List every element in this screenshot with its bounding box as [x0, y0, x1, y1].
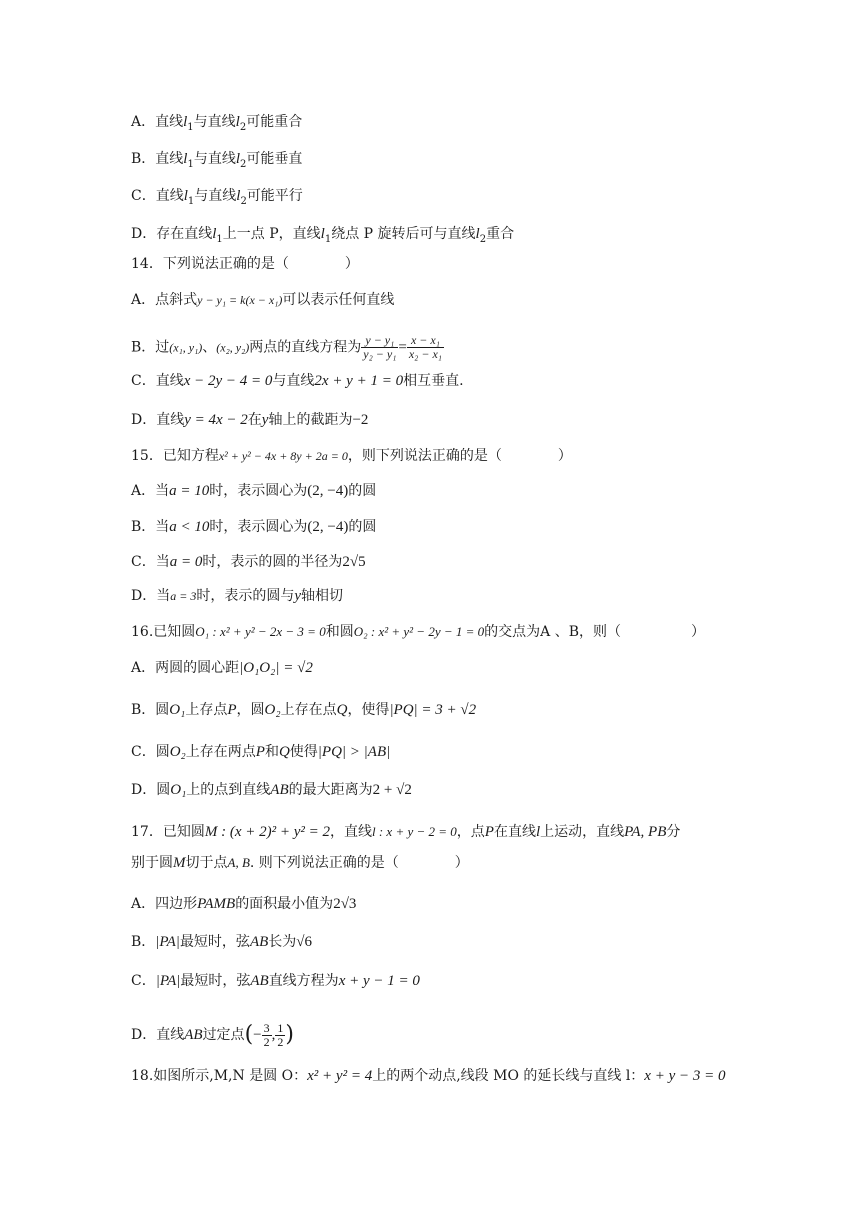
math: A, B [227, 855, 250, 870]
math: x + y − 3 = 0 [644, 1068, 726, 1084]
text: . 则下列说法正确的是（ ） [249, 855, 469, 871]
text: 两点的直线方程为 [249, 339, 362, 356]
text: 与直线 [193, 114, 236, 130]
text: 的圆 [348, 519, 377, 535]
math: PAMB [197, 896, 236, 912]
math: |PA| [155, 934, 180, 950]
text: 在 [247, 412, 262, 428]
text: 时，表示圆心为 [209, 519, 308, 535]
text: 与直线 [193, 151, 236, 167]
text: 上一点 P，直线 [222, 226, 321, 242]
text: B．直线 [131, 151, 184, 167]
math: l [320, 226, 325, 242]
math: l [235, 151, 241, 167]
math: y [261, 412, 269, 428]
text: 和 [264, 744, 279, 760]
text: 时，表示的圆的半径为 [202, 554, 343, 570]
math: O₂ [169, 744, 186, 760]
option-a-q15 [131, 481, 376, 501]
math: 2x + y + 1 = 0 [314, 373, 404, 389]
text: ，则下列说法正确的是（ ） [347, 448, 572, 464]
option-c-q13 [131, 186, 303, 212]
numerator: 3 [263, 1020, 270, 1035]
text: 上的点到直线 [186, 782, 271, 798]
option-c-q14 [131, 371, 464, 391]
text: 最短时，弦 [180, 973, 251, 989]
math: y − y₁ = k(x − x₁) [197, 293, 283, 307]
math: (x₁, y₁) [169, 340, 203, 355]
math: −2 [352, 412, 369, 428]
text: A．当 [131, 483, 170, 499]
text: 在直线 [493, 824, 536, 840]
text: 最短时，弦 [179, 934, 250, 950]
math: (2, −4) [307, 483, 349, 499]
math: , [271, 1027, 276, 1043]
text: 与直线 [272, 373, 315, 389]
text: D．直线 [131, 1027, 185, 1043]
text: A．两圆的圆心距 [131, 660, 240, 676]
math: AB [270, 782, 289, 798]
option-a-q14 [131, 290, 394, 310]
fraction [361, 334, 398, 361]
text: D．存在直线 [131, 226, 213, 242]
text: B．当 [131, 519, 170, 535]
text: 直线方程为 [268, 973, 339, 989]
option-c-q17 [131, 971, 420, 991]
math: x² + y² − 4x + 8y + 2a = 0 [218, 449, 348, 463]
text: 重合 [486, 226, 515, 242]
text: C．当 [131, 554, 170, 570]
subscript: 1 [324, 233, 332, 245]
math: l [475, 226, 480, 242]
paren-left: ( [244, 1022, 254, 1047]
text: 别于圆 [131, 855, 173, 871]
math: l [236, 188, 241, 204]
option-a-q13 [131, 112, 302, 138]
fraction [275, 1022, 285, 1049]
text: B．过 [131, 339, 170, 356]
math: = [398, 339, 407, 356]
math: AB [249, 934, 269, 950]
text: 可能重合 [246, 114, 303, 130]
math: O₁ : x² + y² − 2x − 3 = 0 [195, 624, 326, 639]
text: A．四边形 [131, 896, 198, 912]
text: 与直线 [194, 188, 237, 204]
question-17-stem-line2 [131, 853, 469, 873]
option-b-q17 [131, 932, 312, 952]
text: C．直线 [131, 188, 184, 204]
denominator: y₂ − y₁ [363, 347, 397, 361]
math: P [255, 744, 265, 760]
subscript: 2 [239, 121, 247, 133]
math: Q [278, 744, 290, 760]
option-d-q13 [131, 224, 514, 250]
text: C．直线 [131, 373, 184, 389]
math: l : x + y − 2 = 0 [371, 824, 457, 839]
math: (2, −4) [307, 519, 349, 535]
option-d-q14 [131, 410, 368, 430]
math: x − 2y − 4 = 0 [183, 373, 273, 389]
text: 14．下列说法正确的是（ ） [131, 256, 359, 272]
text: B．圆 [131, 702, 170, 718]
text: D．当 [131, 588, 171, 604]
math: y [294, 588, 302, 604]
text: A．点斜式 [131, 292, 198, 308]
text: ，直线 [329, 824, 372, 840]
option-b-q14 [131, 334, 444, 361]
math: √6 [296, 934, 312, 950]
text: 15．已知方程 [131, 448, 219, 464]
text: 可以表示任何直线 [282, 292, 395, 308]
subscript: 1 [187, 121, 194, 133]
text: 过定点 [202, 1027, 245, 1043]
numerator: y − y₁ [361, 334, 398, 348]
text: 的圆 [348, 483, 377, 499]
question-18-stem [131, 1066, 725, 1086]
text: 18.如图所示,M,N 是圆 O： [131, 1068, 308, 1084]
text: 轴相切 [301, 588, 344, 604]
text: D．直线 [131, 412, 185, 428]
text: ，使得 [347, 702, 390, 718]
text: 使得 [289, 744, 318, 760]
text: 时，表示的圆与 [196, 588, 295, 604]
option-c-q16 [131, 742, 390, 762]
subscript: 2 [479, 233, 487, 245]
math: P [227, 702, 237, 718]
text: 可能垂直 [246, 151, 303, 167]
text: 上运动，直线 [540, 824, 625, 840]
text: 绕点 P 旋转后可与直线 [331, 226, 476, 242]
text: 16.已知圆 [131, 624, 196, 640]
paren-right: ) [285, 1022, 294, 1047]
text: 上存在点 [280, 702, 337, 718]
math: l [183, 151, 188, 167]
denominator: x₂ − x₁ [408, 347, 442, 361]
text: 切于点 [185, 855, 228, 871]
option-d-q17 [131, 1018, 294, 1052]
text: 的面积最小值为 [235, 896, 334, 912]
math: a < 10 [169, 519, 210, 535]
option-d-q16 [131, 780, 412, 800]
math: |O₁O₂| = √2 [239, 660, 313, 676]
math: 2√5 [342, 554, 366, 570]
subscript: 1 [187, 195, 195, 207]
denominator: 2 [277, 1034, 284, 1049]
math: l [212, 226, 217, 242]
text: ，点 [456, 824, 485, 840]
question-17-stem [131, 822, 680, 842]
math: PA, PB [624, 824, 667, 840]
text: 的最大距离为 [288, 782, 373, 798]
math: x + y − 1 = 0 [338, 973, 420, 989]
math: l [535, 824, 541, 840]
math: 2 + √2 [372, 782, 412, 798]
text: 长为 [268, 934, 297, 950]
question-15-stem [131, 446, 572, 466]
text: 的交点为A 、B，则（ ） [484, 624, 705, 640]
math: x² + y² = 4 [307, 1068, 373, 1084]
math: |PQ| > |AB| [317, 744, 391, 760]
math: O₁ [170, 782, 187, 798]
text: C．圆 [131, 744, 170, 760]
denominator: 2 [263, 1034, 270, 1049]
text: A．直线 [131, 114, 184, 130]
text: B． [131, 934, 156, 950]
math: (x₂, y₂) [216, 340, 250, 355]
option-b-q16 [131, 700, 476, 720]
subscript: 1 [187, 158, 194, 170]
text: 17．已知圆 [131, 824, 205, 840]
option-d-q15 [131, 586, 343, 606]
math: M : (x + 2)² + y² = 2 [204, 824, 330, 840]
text: 相互垂直. [403, 373, 464, 389]
math: Q [336, 702, 348, 718]
subscript: 2 [240, 195, 247, 207]
option-a-q16 [131, 658, 313, 678]
math: O₂ [264, 702, 281, 718]
text: 轴上的截距为 [268, 412, 353, 428]
math: a = 3 [170, 589, 197, 603]
question-16-stem [131, 622, 705, 642]
text: 和圆 [325, 624, 354, 640]
text: 上的两个动点,线段 MO 的延长线与直线 l： [372, 1068, 645, 1084]
numerator: x − x₁ [407, 334, 444, 348]
math: l [235, 114, 240, 130]
math: O₁ [169, 702, 186, 718]
option-a-q17 [131, 894, 356, 914]
math: 2√3 [333, 896, 357, 912]
fraction [262, 1022, 272, 1049]
math: AB [250, 973, 269, 989]
math: a = 0 [169, 554, 203, 570]
text: ，圆 [236, 702, 265, 718]
text: 时，表示圆心为 [209, 483, 308, 499]
subscript: 2 [240, 158, 247, 170]
math: AB [184, 1027, 203, 1043]
math: |PA| [155, 973, 181, 989]
text: D．圆 [131, 782, 171, 798]
text: 上存点 [185, 702, 228, 718]
fraction [407, 334, 444, 361]
math: M [173, 855, 186, 871]
option-b-q15 [131, 517, 376, 537]
subscript: 1 [216, 233, 223, 245]
text: 、 [202, 339, 217, 356]
option-c-q15 [131, 552, 366, 572]
option-b-q13 [131, 149, 302, 175]
math: l [183, 114, 188, 130]
question-14-stem [131, 254, 359, 274]
text: 分 [666, 824, 681, 840]
math: a = 10 [169, 483, 210, 499]
math: P [484, 824, 494, 840]
math: O₂ : x² + y² − 2y − 1 = 0 [353, 624, 485, 639]
math: y = 4x − 2 [184, 412, 248, 428]
math: |PQ| = 3 + √2 [389, 702, 477, 718]
numerator: 1 [277, 1020, 284, 1035]
text: 上存在两点 [185, 744, 256, 760]
text: C． [131, 973, 156, 989]
math: − [253, 1027, 262, 1043]
math: l [183, 188, 188, 204]
text: 可能平行 [246, 188, 303, 204]
